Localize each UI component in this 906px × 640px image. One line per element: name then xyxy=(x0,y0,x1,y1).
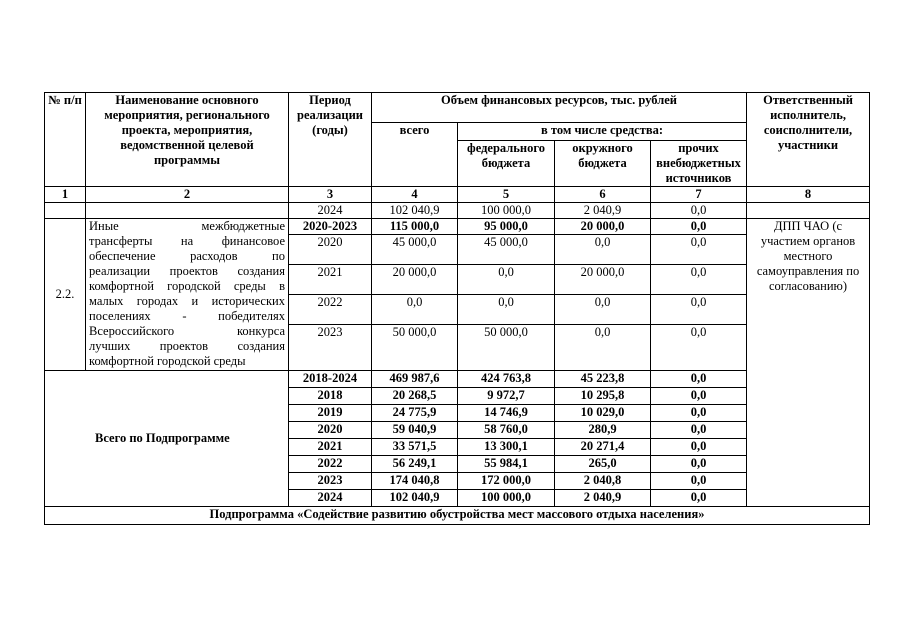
federal-cell: 45 000,0 xyxy=(458,235,555,265)
col-number: 1 xyxy=(45,187,86,203)
federal-cell: 55 984,1 xyxy=(458,456,555,473)
district-cell: 0,0 xyxy=(555,325,651,371)
header-other: прочих внебюджетных источников xyxy=(651,141,747,187)
period-cell: 2022 xyxy=(289,295,372,325)
total-cell: 33 571,5 xyxy=(372,439,458,456)
summary-row xyxy=(45,371,870,388)
period-cell: 2022 xyxy=(289,456,372,473)
carryover-row xyxy=(45,203,870,219)
district-cell: 0,0 xyxy=(555,235,651,265)
period-cell: 2020 xyxy=(289,235,372,265)
other-cell: 0,0 xyxy=(651,219,747,235)
federal-cell: 50 000,0 xyxy=(458,325,555,371)
finance-table-body xyxy=(45,93,870,525)
federal-cell: 100 000,0 xyxy=(458,203,555,219)
district-cell: 2 040,9 xyxy=(555,490,651,507)
column-numbers-row xyxy=(45,187,870,203)
federal-cell: 9 972,7 xyxy=(458,388,555,405)
section-name xyxy=(86,219,289,371)
subprogram-title: Подпрограмма «Содействие развитию обустройства мест массового отдыха населения» xyxy=(45,507,870,525)
header-name: Наименование основного мероприятия, регионального проекта, мероприятия, ведомственной целевой программы xyxy=(86,93,289,187)
district-cell: 0,0 xyxy=(555,295,651,325)
period-cell: 2024 xyxy=(289,203,372,219)
district-cell: 280,9 xyxy=(555,422,651,439)
header-including: в том числе средства: xyxy=(458,123,747,141)
other-cell: 0,0 xyxy=(651,456,747,473)
total-cell: 20 000,0 xyxy=(372,265,458,295)
period-cell: 2024 xyxy=(289,490,372,507)
header-num: № п/п xyxy=(45,93,86,187)
district-cell: 10 295,8 xyxy=(555,388,651,405)
name-line: Всероссийского конкурса xyxy=(89,324,285,338)
federal-cell: 0,0 xyxy=(458,265,555,295)
total-cell: 0,0 xyxy=(372,295,458,325)
other-cell: 0,0 xyxy=(651,490,747,507)
district-cell: 20 271,4 xyxy=(555,439,651,456)
total-cell: 56 249,1 xyxy=(372,456,458,473)
header-row-1 xyxy=(45,93,870,123)
federal-cell: 14 746,9 xyxy=(458,405,555,422)
period-cell: 2018-2024 xyxy=(289,371,372,388)
district-cell: 45 223,8 xyxy=(555,371,651,388)
empty-cell xyxy=(45,203,86,219)
col-number: 4 xyxy=(372,187,458,203)
period-cell: 2019 xyxy=(289,405,372,422)
col-number: 3 xyxy=(289,187,372,203)
header-total: всего xyxy=(372,123,458,187)
col-number: 5 xyxy=(458,187,555,203)
period-cell: 2020 xyxy=(289,422,372,439)
name-line: малых городах и исторических xyxy=(89,294,285,308)
federal-cell: 100 000,0 xyxy=(458,490,555,507)
header-district: окружного бюджета xyxy=(555,141,651,187)
federal-cell: 58 760,0 xyxy=(458,422,555,439)
section-row xyxy=(45,219,870,235)
total-cell: 45 000,0 xyxy=(372,235,458,265)
name-line: трансферты на финансовое xyxy=(89,234,285,248)
name-line: комфортной городской среды xyxy=(89,354,246,368)
other-cell: 0,0 xyxy=(651,422,747,439)
district-cell: 2 040,8 xyxy=(555,473,651,490)
district-cell: 20 000,0 xyxy=(555,219,651,235)
period-cell: 2023 xyxy=(289,325,372,371)
section-number: 2.2. xyxy=(45,219,86,371)
total-cell: 59 040,9 xyxy=(372,422,458,439)
other-cell: 0,0 xyxy=(651,439,747,456)
summary-label: Всего по Подпрограмме xyxy=(45,371,289,507)
total-cell: 50 000,0 xyxy=(372,325,458,371)
period-cell: 2023 xyxy=(289,473,372,490)
period-cell: 2021 xyxy=(289,439,372,456)
responsible-cell: ДПП ЧАО (с участием органов местного самоуправления по согласованию) xyxy=(747,219,870,507)
total-cell: 115 000,0 xyxy=(372,219,458,235)
other-cell: 0,0 xyxy=(651,235,747,265)
other-cell: 0,0 xyxy=(651,203,747,219)
federal-cell: 0,0 xyxy=(458,295,555,325)
federal-cell: 13 300,1 xyxy=(458,439,555,456)
federal-cell: 424 763,8 xyxy=(458,371,555,388)
col-number: 2 xyxy=(86,187,289,203)
col-number: 7 xyxy=(651,187,747,203)
name-line: Иные межбюджетные xyxy=(89,219,285,233)
other-cell: 0,0 xyxy=(651,371,747,388)
other-cell: 0,0 xyxy=(651,388,747,405)
other-cell: 0,0 xyxy=(651,405,747,422)
header-period: Период реализации (годы) xyxy=(289,93,372,187)
total-cell: 102 040,9 xyxy=(372,490,458,507)
total-cell: 24 775,9 xyxy=(372,405,458,422)
period-cell: 2021 xyxy=(289,265,372,295)
other-cell: 0,0 xyxy=(651,325,747,371)
total-cell: 174 040,8 xyxy=(372,473,458,490)
federal-cell: 95 000,0 xyxy=(458,219,555,235)
finance-table xyxy=(44,92,870,525)
name-line: комфортной городской среды в xyxy=(89,279,285,293)
header-volume: Объем финансовых ресурсов, тыс. рублей xyxy=(372,93,747,123)
empty-cell xyxy=(747,203,870,219)
other-cell: 0,0 xyxy=(651,295,747,325)
header-federal: федерального бюджета xyxy=(458,141,555,187)
district-cell: 265,0 xyxy=(555,456,651,473)
other-cell: 0,0 xyxy=(651,265,747,295)
name-line: лучших проектов создания xyxy=(89,339,285,353)
federal-cell: 172 000,0 xyxy=(458,473,555,490)
period-cell: 2020-2023 xyxy=(289,219,372,235)
name-line: поселениях - победителях xyxy=(89,309,285,323)
total-cell: 469 987,6 xyxy=(372,371,458,388)
subprogram-title-row xyxy=(45,507,870,525)
district-cell: 2 040,9 xyxy=(555,203,651,219)
other-cell: 0,0 xyxy=(651,473,747,490)
name-line: реализации проектов создания xyxy=(89,264,285,278)
col-number: 6 xyxy=(555,187,651,203)
col-number: 8 xyxy=(747,187,870,203)
name-line: обеспечение расходов по xyxy=(89,249,285,263)
district-cell: 20 000,0 xyxy=(555,265,651,295)
header-responsible: Ответственный исполнитель, соисполнители, участники xyxy=(747,93,870,187)
total-cell: 102 040,9 xyxy=(372,203,458,219)
total-cell: 20 268,5 xyxy=(372,388,458,405)
district-cell: 10 029,0 xyxy=(555,405,651,422)
empty-cell xyxy=(86,203,289,219)
period-cell: 2018 xyxy=(289,388,372,405)
